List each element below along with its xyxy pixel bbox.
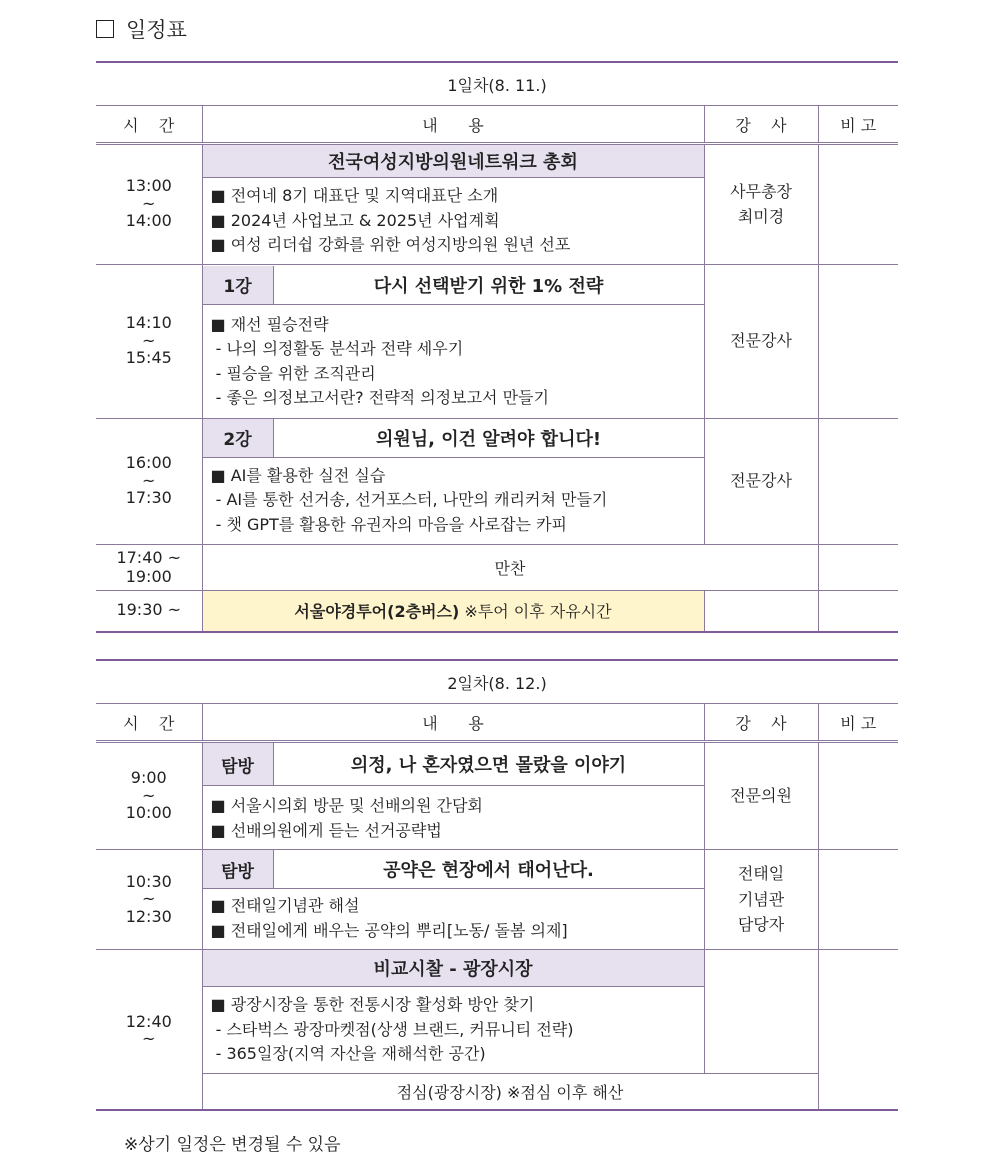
- instructor-line: 담당자: [737, 915, 785, 935]
- session-title: 비교시찰 - 광장시장: [203, 950, 704, 986]
- table-row: [96, 418, 898, 544]
- time-tilde: ~: [142, 330, 156, 350]
- day1-schedule-table: [96, 61, 898, 633]
- note-cell: [818, 544, 898, 590]
- list-item: - 365일장(지역 자산을 재해석한 공간): [210, 1044, 486, 1064]
- instructor-line: 기념관: [737, 889, 785, 909]
- footnote: ※상기 일정은 변경될 수 있음: [124, 1135, 341, 1155]
- day2-title: 2일차(8. 12.): [96, 660, 898, 704]
- table-row: [96, 144, 898, 265]
- content-cell: [202, 850, 704, 950]
- instructor-cell: 전문의원: [704, 742, 818, 850]
- time-cell: [96, 544, 202, 590]
- list-item: - 챗 GPT를 활용한 유권자의 마음을 사로잡는 카피: [210, 514, 567, 534]
- content-cell: [202, 950, 704, 1074]
- session-items: [203, 987, 704, 1073]
- note-cell: [818, 850, 898, 950]
- header-note: 비 고: [818, 106, 898, 144]
- time-cell: 19:30 ~: [96, 590, 202, 632]
- session-items: [203, 458, 704, 544]
- table-row: [96, 590, 898, 632]
- day2-schedule-table: [96, 659, 898, 1111]
- content-cell: [202, 418, 704, 544]
- session-items: [203, 786, 704, 849]
- session-title-bar: [203, 850, 704, 889]
- heading-text: 일정표: [126, 18, 187, 42]
- table-row: [96, 1074, 898, 1110]
- list-item: ■ 광장시장을 통한 전통시장 활성화 방안 찾기: [210, 995, 535, 1015]
- time-tilde: ~: [142, 470, 156, 490]
- time-end: 10:00: [125, 803, 172, 823]
- instructor-cell: [704, 850, 818, 950]
- session-title-bar: [203, 950, 704, 987]
- note-cell: [818, 264, 898, 418]
- session-title: 의원님, 이건 알려야 합니다!: [274, 419, 704, 457]
- content-cell: [202, 264, 704, 418]
- session-items: [203, 889, 704, 949]
- time-tilde: ~: [142, 1029, 156, 1049]
- time-tilde: ~: [142, 194, 156, 214]
- instructor-line: 전태일: [737, 864, 785, 884]
- list-item: ■ 전여네 8기 대표단 및 지역대표단 소개: [210, 186, 499, 205]
- list-item: ■ 전태일기념관 해설: [210, 896, 360, 915]
- instructor-title: 사무총장: [730, 181, 792, 201]
- list-item: ■ 선배의원에게 듣는 선거공략법: [210, 820, 442, 840]
- note-cell: [818, 418, 898, 544]
- section-heading: [96, 14, 187, 44]
- session-badge: 2강: [203, 419, 274, 457]
- time-cell: [96, 418, 202, 544]
- time-end: 19:00: [125, 567, 172, 586]
- header-content: 내 용: [202, 106, 704, 144]
- list-item: - AI를 통한 선거송, 선거포스터, 나만의 캐리커쳐 만들기: [210, 490, 608, 510]
- time-cell: [96, 742, 202, 850]
- list-item: - 좋은 의정보고서란? 전략적 의정보고서 만들기: [210, 388, 549, 407]
- table-row: [96, 544, 898, 590]
- square-bullet-icon: [96, 20, 114, 38]
- session-title: 의정, 나 혼자였으면 몰랐을 이야기: [274, 743, 704, 785]
- note-cell: [818, 742, 898, 850]
- session-badge: 1강: [203, 266, 274, 304]
- time-cell: [96, 264, 202, 418]
- instructor-cell: 전문강사: [704, 418, 818, 544]
- list-item: ■ 2024년 사업보고 & 2025년 사업계획: [210, 210, 500, 230]
- list-item: ■ AI를 활용한 실전 실습: [210, 465, 386, 485]
- list-item: - 필승을 위한 조직관리: [210, 363, 376, 383]
- table-row: [96, 850, 898, 950]
- header-instructor: 강 사: [704, 704, 818, 742]
- note-cell: [818, 950, 898, 1110]
- note-cell: [818, 144, 898, 265]
- header-time: 시 간: [96, 106, 202, 144]
- dinner-cell: 만찬: [202, 544, 818, 590]
- time-tilde: ~: [142, 785, 156, 805]
- time-start: 13:00: [125, 176, 172, 196]
- table-row: [96, 950, 898, 1074]
- time-cell: [96, 950, 202, 1110]
- content-cell: [202, 742, 704, 850]
- time-cell: [96, 144, 202, 265]
- header-note: 비 고: [818, 704, 898, 742]
- session-title-bar: [203, 145, 704, 178]
- time-end: 12:30: [125, 906, 172, 926]
- time-start: 10:30: [125, 871, 172, 891]
- instructor-cell: [704, 144, 818, 265]
- session-badge: 탐방: [203, 850, 274, 888]
- time-cell: [96, 850, 202, 950]
- session-items: [203, 178, 704, 264]
- session-items: [203, 305, 704, 417]
- day1-title: 1일차(8. 11.): [96, 62, 898, 106]
- instructor-cell: [704, 950, 818, 1074]
- header-content: 내 용: [202, 704, 704, 742]
- header-time: 시 간: [96, 704, 202, 742]
- session-title: 다시 선택받기 위한 1% 전략: [274, 266, 704, 304]
- list-item: ■ 여성 리더쉽 강화를 위한 여성지방의원 원년 선포: [210, 235, 571, 254]
- time-start: 16:00: [125, 453, 172, 472]
- session-title-bar: [203, 743, 704, 786]
- header-instructor: 강 사: [704, 106, 818, 144]
- session-title-bar: [203, 266, 704, 305]
- time-start: 9:00: [130, 768, 167, 787]
- instructor-cell: [704, 590, 818, 632]
- list-item: - 스타벅스 광장마켓점(상생 브랜드, 커뮤니티 전략): [210, 1019, 574, 1039]
- list-item: ■ 서울시의회 방문 및 선배의원 간담회: [210, 796, 483, 815]
- time-end: 14:00: [125, 211, 172, 231]
- tour-cell: [202, 590, 704, 632]
- time-tilde: ~: [142, 889, 156, 909]
- table-row: [96, 264, 898, 418]
- list-item: ■ 전태일에게 배우는 공약의 뿌리[노동/ 돌봄 의제]: [210, 920, 568, 940]
- time-end: 15:45: [125, 348, 172, 368]
- list-item: ■ 재선 필승전략: [210, 314, 329, 334]
- time-start: 17:40 ~: [116, 547, 182, 567]
- instructor-cell: 전문강사: [704, 264, 818, 418]
- session-title: 공약은 현장에서 태어난다.: [274, 850, 704, 888]
- instructor-name: 최미경: [737, 207, 785, 227]
- time-end: 17:30: [125, 488, 172, 508]
- tour-title: 서울야경투어(2층버스): [294, 602, 460, 622]
- tour-note: ※투어 이후 자유시간: [459, 602, 612, 622]
- time-start: 12:40: [125, 1011, 172, 1031]
- list-item: - 나의 의정활동 분석과 전략 세우기: [210, 339, 464, 358]
- session-badge: 탐방: [203, 743, 274, 785]
- note-cell: [818, 590, 898, 632]
- content-cell: [202, 144, 704, 265]
- table-row: [96, 742, 898, 850]
- session-title: 전국여성지방의원네트워크 총회: [203, 145, 704, 177]
- time-start: 14:10: [125, 313, 172, 332]
- lunch-cell: 점심(광장시장) ※점심 이후 해산: [202, 1074, 818, 1110]
- session-title-bar: [203, 419, 704, 458]
